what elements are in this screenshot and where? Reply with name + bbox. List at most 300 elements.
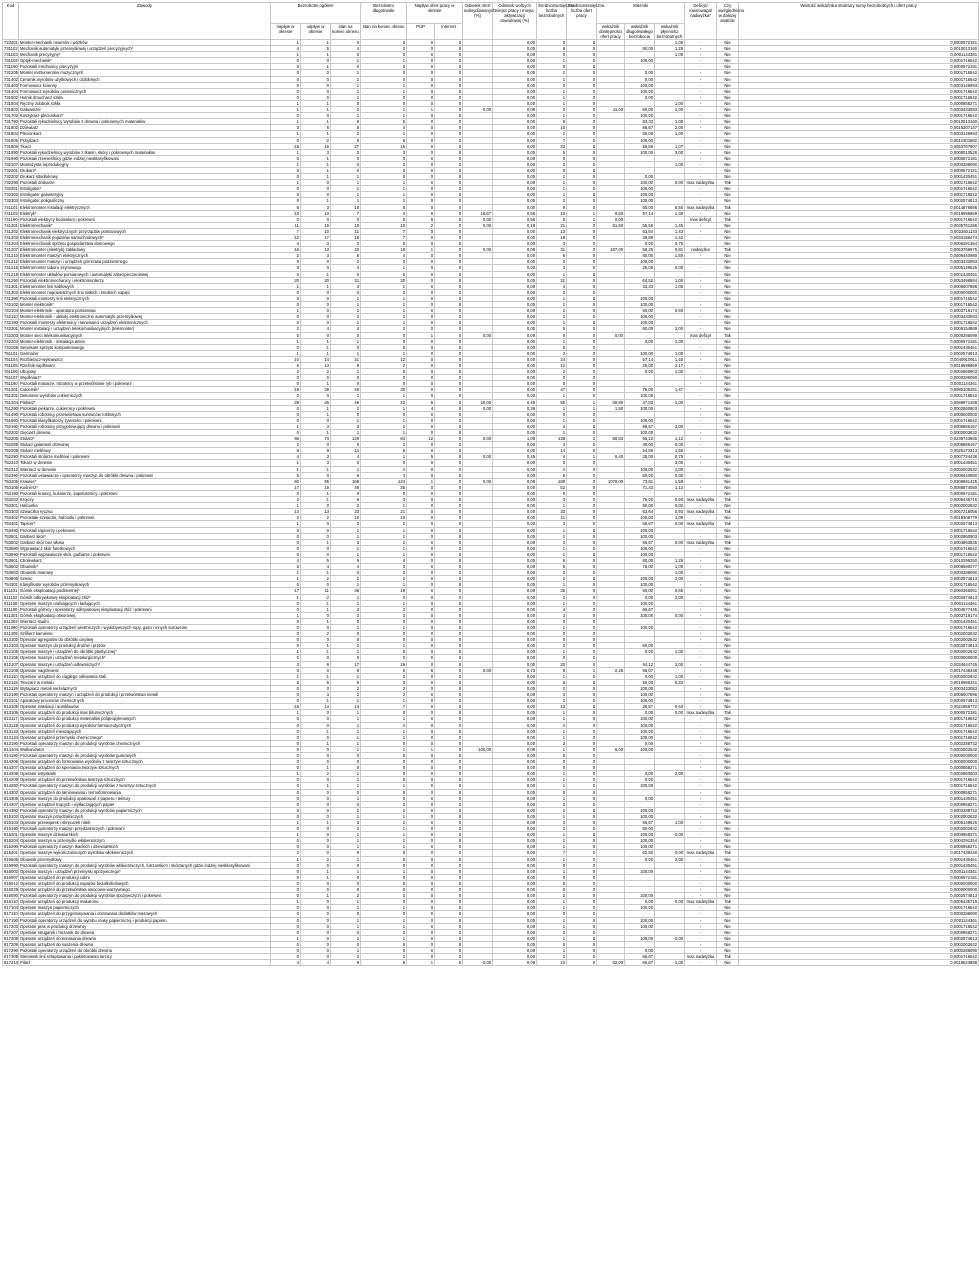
cell-value: 1 <box>301 350 331 356</box>
cell-value: 4 <box>537 606 567 612</box>
cell-value: 0 <box>301 259 331 265</box>
cell-value: 0 <box>567 393 597 399</box>
cell-value: Nie <box>717 893 739 899</box>
cell-value: 1 <box>537 320 567 326</box>
cell-value: 0 <box>407 625 435 631</box>
cell-kod: 753190 <box>4 490 18 496</box>
cell-value: 0 <box>537 941 567 947</box>
cell-kod: 817309 <box>4 954 18 960</box>
cell-value: Nie <box>717 436 739 442</box>
cell-value: 100,00 <box>625 612 655 618</box>
cell-value: 50,00 <box>625 679 655 685</box>
cell-value: 0 <box>361 649 407 655</box>
cell-kod: 817209 <box>4 941 18 947</box>
cell-value: 0,00 <box>493 417 537 423</box>
cell-value: 0 <box>271 320 301 326</box>
cell-value: 0,0002288722 <box>739 740 979 746</box>
cell-value: Nie <box>717 314 739 320</box>
cell-value: 21 <box>361 509 407 515</box>
cell-value: 0,00 <box>493 887 537 893</box>
cell-value: 1 <box>361 783 407 789</box>
cell-value: Nie <box>717 503 739 509</box>
cell-value: 2 <box>361 326 407 332</box>
cell-value: 0 <box>567 832 597 838</box>
cell-value: 9 <box>301 448 331 454</box>
header-stan-koniec: stan na koniec okresu <box>331 24 361 40</box>
cell-value: 0 <box>435 954 463 960</box>
cell-kod: 731205 <box>4 70 18 76</box>
cell-value: 2 <box>361 539 407 545</box>
cell-zawod: Szlifierz kamienia <box>19 631 271 637</box>
cell-value: 0,00 <box>493 649 537 655</box>
cell-value: 0,00 <box>625 594 655 600</box>
cell-value: 0 <box>331 887 361 893</box>
cell-value: 0,00 <box>493 826 537 832</box>
cell-zawod: Stolarz meblowy <box>19 448 271 454</box>
cell-value: 0,0018595869 <box>739 362 979 368</box>
cell-value: 25,00 <box>625 454 655 460</box>
cell-value: 0 <box>537 759 567 765</box>
cell-value: 0,00 <box>493 838 537 844</box>
cell-value: 0,00 <box>493 734 537 740</box>
cell-value: Nie <box>717 198 739 204</box>
cell-value: 0 <box>407 789 435 795</box>
cell-value: 6 <box>271 448 301 454</box>
cell-zawod: Operator urządzeń do przetwórstwa tworzyw sztucznych <box>19 777 271 783</box>
cell-value: 5 <box>361 850 407 856</box>
cell-value: 0,00 <box>625 94 655 100</box>
cell-value: 1 <box>361 283 407 289</box>
cell-value: 1 <box>537 734 567 740</box>
cell-value: 0 <box>407 119 435 125</box>
cell-value: 3 <box>301 423 331 429</box>
cell-value: 0,00 <box>463 667 493 673</box>
cell-value: 4 <box>537 283 567 289</box>
cell-value: 0 <box>567 241 597 247</box>
cell-zawod: Ręczny zdobnik szkła <box>19 100 271 106</box>
cell-value: Nie <box>717 210 739 216</box>
cell-value: 0 <box>435 515 463 521</box>
cell-value: 2 <box>271 497 301 503</box>
cell-value: Nie <box>717 113 739 119</box>
cell-kod: 817110 <box>4 911 18 917</box>
cell-value: 0 <box>567 192 597 198</box>
cell-value: 0 <box>435 838 463 844</box>
cell-value: - <box>685 472 717 478</box>
cell-kod: 741207 <box>4 247 18 253</box>
cell-value: 0 <box>435 673 463 679</box>
cell-value: Tak <box>717 850 739 856</box>
cell-value: 0 <box>407 76 435 82</box>
cell-value: 0 <box>271 631 301 637</box>
cell-kod: 753303 <box>4 509 18 515</box>
cell-value: 0 <box>407 655 435 661</box>
cell-value: 2 <box>537 131 567 137</box>
cell-value: 0,0017438348 <box>739 667 979 673</box>
cell-value: 0,0000000000 <box>739 887 979 893</box>
cell-zawod: Garbarz skór bez włosa <box>19 539 271 545</box>
cell-value: 0,00 <box>493 521 537 527</box>
cell-zawod: Pozostali robotnicy przetwórstwa surowców roślinnych <box>19 411 271 417</box>
cell-value: 0 <box>407 929 435 935</box>
cell-value: 0 <box>301 314 331 320</box>
cell-value: 0 <box>271 917 301 923</box>
cell-value: 0 <box>301 789 331 795</box>
cell-value: 0,0001716542 <box>739 954 979 960</box>
cell-value: 0,00 <box>493 100 537 106</box>
cell-value: 1 <box>301 820 331 826</box>
cell-value: - <box>685 362 717 368</box>
cell-value: 19 <box>361 588 407 594</box>
cell-value: 0 <box>301 801 331 807</box>
cell-kod: 753490 <box>4 527 18 533</box>
cell-zawod: Gięciarz drewna <box>19 430 271 436</box>
cell-value: 0,00 <box>493 362 537 368</box>
cell-value: 0 <box>567 100 597 106</box>
cell-value: 0 <box>567 149 597 155</box>
cell-value: 0 <box>271 643 301 649</box>
cell-zawod: Optyk-mechanik* <box>19 58 271 64</box>
cell-value: 0,55 <box>493 216 537 222</box>
cell-value: 124 <box>361 478 407 484</box>
cell-value: 0 <box>271 765 301 771</box>
cell-value: 2 <box>331 826 361 832</box>
cell-value: 0,0002002632 <box>739 826 979 832</box>
cell-zawod: Operator maszyn dziewiarskich <box>19 832 271 838</box>
cell-value: 1,12 <box>655 436 685 442</box>
cell-value: 0,50 <box>655 204 685 210</box>
cell-kod: 731805 <box>4 137 18 143</box>
cell-value: 0 <box>435 771 463 777</box>
cell-kod: 732202 <box>4 174 18 180</box>
cell-value: 1 <box>301 100 331 106</box>
cell-value: 1,00 <box>655 564 685 570</box>
cell-value: 1 <box>331 813 361 819</box>
cell-value: 1 <box>537 838 567 844</box>
cell-value: 0 <box>435 545 463 551</box>
cell-value: - <box>685 411 717 417</box>
cell-value: 1 <box>301 600 331 606</box>
cell-value: 0 <box>435 174 463 180</box>
cell-value: 0 <box>301 917 331 923</box>
cell-zawod: Pozostali operatorzy urządzeń do obróbki drewna <box>19 947 271 953</box>
cell-value: 2,00 <box>655 661 685 667</box>
cell-value: 1 <box>271 107 301 113</box>
cell-value: 1 <box>331 594 361 600</box>
cell-kod: 753202 <box>4 497 18 503</box>
cell-value: 0 <box>567 746 597 752</box>
cell-value: 0 <box>435 655 463 661</box>
cell-value: 0,0000000000 <box>739 880 979 886</box>
cell-kod: 812105 <box>4 649 18 655</box>
cell-value: 57,14 <box>625 210 655 216</box>
cell-value: 0 <box>435 649 463 655</box>
cell-kod: 811390 <box>4 625 18 630</box>
cell-value: 0,0021856772 <box>739 704 979 710</box>
cell-value: 0,0002002632 <box>739 503 979 509</box>
cell-value: Nie <box>717 283 739 289</box>
cell-value: 100,00 <box>625 198 655 204</box>
cell-value: 10 <box>537 210 567 216</box>
cell-value: 1 <box>537 545 567 551</box>
cell-value: 8 <box>331 850 361 856</box>
cell-value: 0 <box>435 570 463 576</box>
cell-kod: 813117 <box>4 716 18 722</box>
cell-value: 0 <box>407 515 435 521</box>
cell-value: 1 <box>331 198 361 204</box>
cell-value: 0 <box>271 94 301 100</box>
cell-value: 4 <box>271 46 301 52</box>
cell-value: Nie <box>717 813 739 819</box>
cell-value: 0,09 <box>493 247 537 253</box>
cell-value: 0 <box>567 362 597 368</box>
cell-value: 0 <box>361 899 407 905</box>
cell-value: 1 <box>301 497 331 503</box>
cell-value: 1 <box>537 271 567 277</box>
cell-value: 0,00 <box>493 880 537 886</box>
cell-value: 0,0000858271 <box>739 789 979 795</box>
cell-kod: 813190 <box>4 740 18 746</box>
cell-value: 6 <box>331 679 361 685</box>
cell-value: 1,25 <box>655 46 685 52</box>
cell-value: 0,0001716542 <box>739 777 979 783</box>
cell-value: 0,00 <box>493 155 537 161</box>
cell-value: 0 <box>407 393 435 399</box>
cell-value: - <box>685 344 717 350</box>
cell-value: Nie <box>717 673 739 679</box>
cell-value: 20 <box>537 661 567 667</box>
cell-value: 0,00 <box>493 393 537 399</box>
cell-zawod: Pozostali masarze, robotnicy w przetwórstwie ryb i pokrewni <box>19 381 271 387</box>
cell-value: 0 <box>271 692 301 698</box>
cell-zawod: Montażysta reprodukcyjny <box>19 161 271 167</box>
cell-value: - <box>685 76 717 82</box>
cell-value: 0 <box>407 545 435 551</box>
cell-value: 3 <box>301 692 331 698</box>
cell-value: 1 <box>407 478 435 484</box>
cell-value: 0 <box>271 88 301 94</box>
cell-value: - <box>685 557 717 563</box>
cell-value: 0 <box>435 850 463 856</box>
cell-zawod: Tapicer* <box>19 521 271 527</box>
cell-value: 0,00 <box>493 868 537 874</box>
cell-value: 0,00 <box>493 576 537 582</box>
cell-value: 0 <box>407 801 435 807</box>
cell-value: 0 <box>567 277 597 283</box>
cell-value: 0,00 <box>463 405 493 411</box>
cell-value: 0 <box>407 64 435 70</box>
cell-zawod: Prządzarz <box>19 137 271 143</box>
cell-value: 0,00 <box>493 326 537 332</box>
cell-zawod: Pozostali operatorzy urządzeń wiertniczych i wydobywczych ropy, gazu i innych surowców <box>19 625 271 631</box>
cell-value: 1 <box>301 539 331 545</box>
cell-value: 0,00 <box>493 64 537 70</box>
cell-zawod: Tokarz w drewnie <box>19 460 271 466</box>
cell-value: 2 <box>361 362 407 368</box>
cell-value: 0,0080105281 <box>739 387 979 393</box>
cell-value: 0 <box>361 375 407 381</box>
cell-value: 0,00 <box>493 698 537 704</box>
cell-value: 0,00 <box>625 241 655 247</box>
cell-kod: 751290 <box>4 405 18 411</box>
cell-zawod: Elektromonter maszyn elektrycznych <box>19 253 271 259</box>
cell-value: 0 <box>407 661 435 667</box>
cell-value: - <box>685 893 717 899</box>
cell-value: 1 <box>361 405 407 411</box>
cell-value: - <box>685 801 717 807</box>
cell-value: 0 <box>271 637 301 643</box>
cell-value: 0 <box>567 820 597 826</box>
cell-value: 0 <box>407 350 435 356</box>
cell-value: 0 <box>537 490 567 496</box>
cell-value: 20,00 <box>463 399 493 405</box>
cell-value: 0 <box>407 484 435 490</box>
cell-value: 100,00 <box>625 405 655 411</box>
cell-value: 2 <box>271 326 301 332</box>
cell-value: - <box>685 326 717 332</box>
cell-value: 0 <box>407 618 435 624</box>
cell-value: 0 <box>361 710 407 716</box>
cell-value: 0 <box>271 113 301 119</box>
cell-kod: 816029 <box>4 887 18 893</box>
cell-value: 0 <box>407 460 435 466</box>
cell-value: 19 <box>271 387 301 393</box>
cell-value: 57,14 <box>625 356 655 362</box>
cell-value: 0 <box>361 271 407 277</box>
cell-value: 1 <box>271 521 301 527</box>
cell-value: 0 <box>435 588 463 594</box>
cell-value: 40 <box>331 387 361 393</box>
cell-value: 3 <box>537 241 567 247</box>
cell-kod: 731190 <box>4 64 18 70</box>
cell-value: 1 <box>301 131 331 137</box>
cell-value: 8 <box>331 497 361 503</box>
cell-value: 0,0001144361 <box>739 917 979 923</box>
cell-value: 0,00 <box>463 478 493 484</box>
cell-value: 1,00 <box>655 100 685 106</box>
cell-value: 0 <box>537 344 567 350</box>
cell-value: 100,00 <box>625 783 655 789</box>
cell-value: 66,67 <box>625 539 655 545</box>
cell-value: 1,00 <box>655 107 685 113</box>
cell-value: - <box>685 667 717 673</box>
cell-value: 0,00 <box>493 856 537 862</box>
cell-value: 60 <box>271 478 301 484</box>
cell-value: 1 <box>361 295 407 301</box>
cell-kod: 741212 <box>4 259 18 265</box>
cell-value: 0 <box>331 167 361 173</box>
cell-value: - <box>685 253 717 259</box>
cell-value: 0 <box>407 935 435 941</box>
cell-value: 6 <box>537 119 567 125</box>
cell-value: 0,00 <box>463 454 493 460</box>
cell-value: - <box>685 259 717 265</box>
cell-value: 16 <box>271 247 301 253</box>
cell-value: 0 <box>271 582 301 588</box>
cell-value: 0 <box>435 509 463 515</box>
cell-value: 1 <box>331 174 361 180</box>
cell-value: 0,00 <box>493 259 537 265</box>
cell-value: 0 <box>567 783 597 789</box>
cell-value: 0 <box>435 393 463 399</box>
cell-value: 0 <box>435 302 463 308</box>
cell-value: 0 <box>435 186 463 192</box>
cell-value: 0 <box>567 344 597 350</box>
cell-value: 0 <box>567 704 597 710</box>
cell-value: 0,00 <box>655 899 685 905</box>
cell-value: 10 <box>537 960 567 966</box>
cell-value: 1 <box>271 149 301 155</box>
cell-kod: 813106 <box>4 710 18 716</box>
cell-value: Nie <box>717 375 739 381</box>
cell-value: 6 <box>537 46 567 52</box>
cell-value: 0,0000286090 <box>739 911 979 917</box>
cell-zawod: Pozostali monterzy linii elektrycznych <box>19 295 271 301</box>
cell-value: 25,00 <box>625 265 655 271</box>
cell-value: 0 <box>435 527 463 533</box>
cell-value: 1 <box>567 454 597 460</box>
cell-value: - <box>685 460 717 466</box>
cell-value: 1 <box>331 625 361 631</box>
cell-value: 0 <box>435 228 463 234</box>
cell-value: 0 <box>435 728 463 734</box>
cell-value: 1 <box>271 180 301 186</box>
cell-value: 0 <box>271 295 301 301</box>
cell-value: 1 <box>301 698 331 704</box>
cell-value: 0 <box>361 789 407 795</box>
cell-value: Nie <box>717 423 739 429</box>
cell-value: Tak <box>717 710 739 716</box>
cell-value: 1 <box>361 905 407 911</box>
cell-kod: 731404 <box>4 88 18 94</box>
cell-zawod: Operator strugarek i frezarek do drewna <box>19 929 271 935</box>
cell-value: 0 <box>407 271 435 277</box>
cell-value: 0,0000858271 <box>739 100 979 106</box>
cell-value: 1 <box>331 70 361 76</box>
cell-value: 100,00 <box>625 905 655 911</box>
cell-value: 1 <box>331 82 361 88</box>
cell-value: 0 <box>331 490 361 496</box>
cell-value: 4 <box>331 564 361 570</box>
cell-value: - <box>685 765 717 771</box>
cell-value: 0 <box>301 503 331 509</box>
cell-kod: 731103 <box>4 52 18 58</box>
cell-value: 0 <box>301 826 331 832</box>
cell-value: 0 <box>435 405 463 411</box>
cell-value: Nie <box>717 454 739 460</box>
cell-value: 0,00 <box>493 929 537 935</box>
cell-value: 0 <box>567 649 597 655</box>
cell-value: - <box>685 192 717 198</box>
cell-value: 0,0002002632 <box>739 673 979 679</box>
cell-value: 0 <box>435 887 463 893</box>
cell-value: 1,00 <box>655 350 685 356</box>
cell-zawod: Operator maszyn przędzalniczych <box>19 813 271 819</box>
cell-value: 0,00 <box>655 442 685 448</box>
cell-value: 0,00 <box>493 58 537 64</box>
cell-value: 1,00 <box>655 399 685 405</box>
cell-value: 0 <box>567 759 597 765</box>
cell-value: 0,00 <box>493 564 537 570</box>
cell-value: 2 <box>537 82 567 88</box>
cell-value: 0 <box>435 905 463 911</box>
cell-value: 0 <box>271 551 301 557</box>
cell-zawod: Elektromechanik pojazdów samochodowych* <box>19 235 271 241</box>
header-naplyw: napływ w okresie <box>271 24 301 40</box>
cell-value: 68,83 <box>597 436 625 442</box>
cell-value: 1 <box>331 295 361 301</box>
cell-value: 0,00 <box>493 765 537 771</box>
